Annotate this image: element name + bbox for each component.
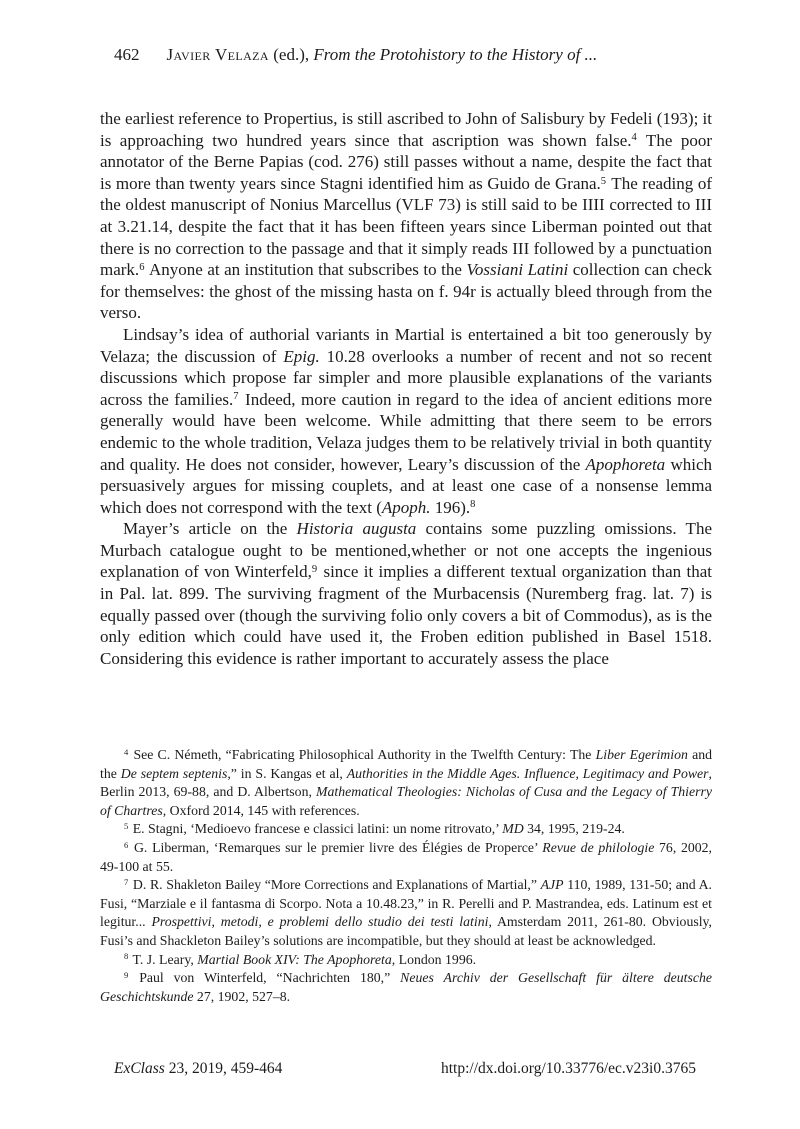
running-title [167, 45, 598, 64]
page-footer [114, 1060, 696, 1078]
text-segment: Anyone at an institution that subscribes to the [145, 260, 467, 280]
italic-text-segment: De septem septenis [120, 765, 228, 781]
book-title: From the Protohistory to the History of ... [313, 45, 598, 64]
text-segment: since it implies a different textual organization than that in Pal. lat. 899. The surviving fragment of the Murbacensis (Nuremberg frag. lat. 7) is equally passed over (though the surviving folio only covers a bit of Commodus), as is the only edition which could have used it, the Froben edition published in Basel 1518. Considering this evidence is rather important to accurately assess the place [100, 562, 712, 668]
italic-text-segment: Apoph. [381, 497, 431, 517]
text-segment: which persuasively argues for missing couplets, and at least one case of a nonsense lemma which does not correspond with the text ( [100, 454, 712, 517]
italic-text-segment: Martial Book XIV: The Apophoreta [197, 951, 392, 967]
review-body-text [100, 108, 712, 669]
running-header [114, 45, 710, 65]
text-segment: the earliest reference to Propertius, is still ascribed to John of Salisbury by Fedeli (193); it is approaching two hundred years since that ascription was shown false. [100, 109, 712, 150]
text-segment: Paul von Winterfeld, “Nachrichten 180,” [129, 970, 401, 986]
text-segment: See C. Németh, “Fabricating Philosophical Authority in the Twelfth Century: The [129, 747, 596, 762]
text-segment: E. Stagni, ‘Medioevo francese e classici latini: un nome ritrovato,’ [129, 821, 503, 837]
text-segment: , Berlin 2013, 69-88, and D. Albertson, [100, 765, 712, 800]
italic-text-segment: Vossiani Latini [466, 260, 569, 280]
editor-suffix: (ed.), [268, 45, 314, 64]
text-segment: 27, 1902, 527–8. [193, 988, 291, 1004]
italic-text-segment: Neues Archiv der Gesellschaft für ältere deutsche Geschichtskunde [100, 970, 712, 1004]
footnote-marker: 4 [124, 746, 129, 757]
text-segment: Mayer’s article on the [123, 519, 297, 539]
footnote-marker: 5 [124, 821, 129, 832]
journal-citation [114, 1060, 282, 1078]
footnote [100, 746, 712, 820]
text-segment: 196). [430, 497, 471, 517]
italic-text-segment: Epig. [283, 346, 320, 366]
text-segment: and the [100, 747, 713, 781]
footnote-marker: 6 [139, 261, 145, 273]
footnote-marker: 8 [124, 951, 129, 962]
text-segment: The poor annotator of the Berne Papias (cod. 276) still passes without a name, despite the fact that is more than twenty years since Stagni identified him as Guido de Grana. [100, 130, 712, 193]
footnote-marker: 9 [124, 969, 129, 980]
text-segment: 34, 1995, 219-24. [523, 821, 625, 837]
text-segment: G. Liberman, ‘Remarques sur le premier livre des Élégies de Properce’ [129, 839, 543, 855]
journal-citation-rest: 23, 2019, 459-464 [164, 1060, 283, 1077]
text-segment: , London 1996. [391, 951, 477, 967]
text-segment: contains some puzzling omissions. The Murbach catalogue ought to be mentioned,whether or not one accepts the ingenious explanation of von Winterfeld, [100, 519, 712, 582]
text-segment: ,” in S. Kangas et al, [227, 765, 347, 781]
footnote [100, 839, 712, 876]
footnote-marker: 6 [124, 839, 129, 850]
footnote-marker: 7 [124, 876, 129, 887]
page-number: 462 [114, 45, 140, 64]
footnote [100, 820, 712, 839]
italic-text-segment: Authorities in the Middle Ages. Influence, Legitimacy and Power [346, 765, 709, 781]
italic-text-segment: Historia augusta [296, 519, 417, 539]
footnote-marker: 8 [470, 499, 476, 511]
text-segment: The reading of the oldest manuscript of Nonius Marcellus (VLF 73) is still said to be IIII corrected to III at 3.21.14, despite the fact that it has been fifteen years since Liberman pointed out that there is no correction to the passage and that it simply reads III followed by a punctuation mark. [100, 173, 712, 280]
italic-text-segment: Apophoreta [585, 454, 666, 474]
journal-name: ExClass [114, 1060, 165, 1077]
text-segment: T. J. Leary, [129, 951, 198, 967]
footnote [100, 876, 712, 950]
italic-text-segment: Mathematical Theologies: Nicholas of Cusa and the Legacy of Thierry of Chartres [100, 784, 712, 818]
text-segment: Lindsay’s idea of authorial variants in Martial is entertained a bit too generously by Velaza; the discussion of [100, 324, 712, 366]
text-segment: , Oxford 2014, 145 with references. [162, 802, 360, 818]
text-segment: 76, 2002, 49-100 at 55. [100, 839, 713, 874]
footnote [100, 951, 712, 970]
text-segment: collection can check for themselves: the ghost of the missing hasta on f. 94r is actually bleed through from the verso. [100, 260, 712, 323]
footnotes [100, 746, 712, 1006]
italic-text-segment: MD [502, 821, 524, 837]
footnote-marker: 9 [311, 564, 318, 576]
text-segment: 110, 1989, 131-50; and A. Fusi, “Marziale e il fantasma di Scorpo. Nota a 10.48.23,” in R. Perelli and P. Mastrandea, eds. Latinum est et legitur... [100, 877, 712, 930]
footnote-marker: 7 [233, 391, 239, 403]
body-paragraph [100, 108, 712, 324]
italic-text-segment: Liber Egerimion [595, 747, 688, 762]
text-segment: D. R. Shakleton Bailey “More Corrections and Explanations of Martial,” [129, 877, 541, 893]
doi-url: http://dx.doi.org/10.33776/ec.v23i0.3765 [440, 1060, 696, 1077]
body-paragraph [100, 324, 712, 518]
footnote [100, 969, 712, 1006]
body-paragraph [100, 518, 712, 669]
italic-text-segment: Prospettivi, metodi, e problemi dello studio dei testi latini [151, 914, 489, 930]
editor-name: Javier Velaza [166, 45, 269, 64]
text-segment: 10.28 overlooks a number of recent and not so recent discussions which propose far simpler and more plausible explanations of the variants across the families. [100, 346, 712, 409]
italic-text-segment: AJP [540, 877, 564, 893]
footnote-marker: 5 [600, 175, 607, 187]
text-segment: , Amsterdam 2011, 261-80. Obviously, Fusi’s and Shackleton Bailey’s solutions are incompatible, but they should at least be acknowledged. [100, 914, 712, 948]
italic-text-segment: Revue de philologie [542, 839, 655, 855]
footnote-marker: 4 [631, 132, 637, 144]
text-segment: Indeed, more caution in regard to the idea of ancient editions more generally would have been welcome. While admitting that there seem to be errors endemic to the whole tradition, Velaza judges them to be relatively trivial in both quantity and quality. He does not consider, however, Leary’s discussion of the [100, 389, 713, 474]
